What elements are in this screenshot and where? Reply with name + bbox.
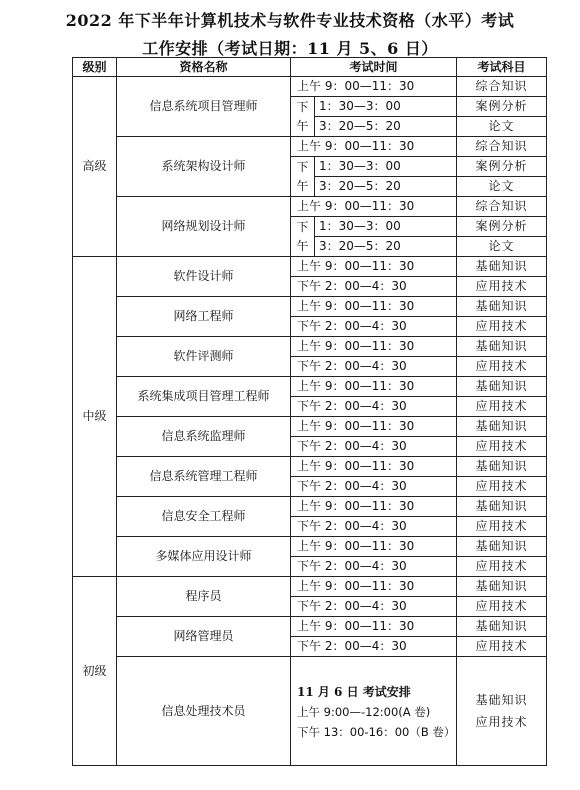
document-title-line1: 2022 年下半年计算机技术与软件专业技术资格（水平）考试 — [65, 11, 515, 30]
time-am: 上午 9：00—11：30 — [291, 377, 457, 397]
table-row — [73, 137, 547, 157]
time-am: 上午 9：00—11：30 — [291, 497, 457, 517]
level-junior: 初级 — [73, 577, 117, 766]
table-header-row — [73, 58, 547, 77]
special-pm: 下午 13：00-16：00（B 卷） — [297, 725, 456, 739]
time-pm: 下午 2：00—4：30 — [291, 437, 457, 457]
time-pm: 1：30—3：00 — [315, 97, 457, 117]
time-pm-label: 下 午 — [291, 157, 315, 197]
time-pm: 3：20—5：20 — [315, 177, 457, 197]
subject: 论文 — [457, 237, 547, 257]
subject: 综合知识 — [457, 77, 547, 97]
subject: 基础知识 — [457, 457, 547, 477]
subject: 应用技术 — [457, 397, 547, 417]
header-time: 考试时间 — [291, 58, 457, 77]
subject: 论文 — [457, 177, 547, 197]
time-am: 上午 9：00—11：30 — [291, 457, 457, 477]
time-pm: 1：30—3：00 — [315, 157, 457, 177]
subject: 基础知识 — [475, 693, 528, 707]
time-pm: 下午 2：00—4：30 — [291, 357, 457, 377]
special-schedule — [291, 657, 457, 766]
subject: 应用技术 — [475, 715, 528, 729]
document-title-line2: 工作安排（考试日期：11 月 5、6 日） — [142, 39, 438, 58]
qual-name: 软件设计师 — [117, 257, 291, 297]
time-pm: 3：20—5：20 — [315, 117, 457, 137]
subject: 基础知识 — [457, 497, 547, 517]
qual-name: 信息系统管理工程师 — [117, 457, 291, 497]
time-am: 上午 9：00—11：30 — [291, 577, 457, 597]
qual-name: 网络工程师 — [117, 297, 291, 337]
table-row — [73, 577, 547, 597]
time-am: 上午 9：00—11：30 — [291, 537, 457, 557]
subject: 应用技术 — [457, 637, 547, 657]
subject: 基础知识 — [457, 377, 547, 397]
subject: 应用技术 — [457, 317, 547, 337]
table-row — [73, 537, 547, 557]
time-am: 上午 9：00—11：30 — [291, 297, 457, 317]
table-row — [73, 297, 547, 317]
table-row — [73, 657, 547, 766]
qual-name: 信息系统监理师 — [117, 417, 291, 457]
time-am: 上午 9：00—11：30 — [291, 257, 457, 277]
time-pm: 下午 2：00—4：30 — [291, 317, 457, 337]
special-title: 11 月 6 日 考试安排 — [297, 685, 411, 699]
time-pm: 3：20—5：20 — [315, 237, 457, 257]
time-am: 上午 9：00—11：30 — [291, 417, 457, 437]
time-pm: 1：30—3：00 — [315, 217, 457, 237]
subject: 基础知识 — [457, 257, 547, 277]
qual-name: 多媒体应用设计师 — [117, 537, 291, 577]
qual-name: 系统架构设计师 — [117, 137, 291, 197]
table-row — [73, 497, 547, 517]
time-pm: 下午 2：00—4：30 — [291, 597, 457, 617]
time-pm-label: 下 午 — [291, 97, 315, 137]
table-row — [73, 417, 547, 437]
special-subjects — [457, 657, 547, 766]
qual-name: 信息系统项目管理师 — [117, 77, 291, 137]
qual-name: 信息处理技术员 — [117, 657, 291, 766]
table-row — [73, 457, 547, 477]
subject: 基础知识 — [457, 417, 547, 437]
subject: 基础知识 — [457, 537, 547, 557]
level-middle: 中级 — [73, 257, 117, 577]
time-pm: 下午 2：00—4：30 — [291, 397, 457, 417]
time-pm-label: 下 午 — [291, 217, 315, 257]
qual-name: 软件评测师 — [117, 337, 291, 377]
qual-name: 网络规划设计师 — [117, 197, 291, 257]
table-row — [73, 257, 547, 277]
qual-name: 信息安全工程师 — [117, 497, 291, 537]
header-level: 级别 — [73, 58, 117, 77]
header-subject: 考试科目 — [457, 58, 547, 77]
time-am: 上午 9：00—11：30 — [291, 77, 457, 97]
subject: 应用技术 — [457, 477, 547, 497]
table-row — [73, 617, 547, 637]
subject: 应用技术 — [457, 517, 547, 537]
time-am: 上午 9：00—11：30 — [291, 617, 457, 637]
time-pm: 下午 2：00—4：30 — [291, 477, 457, 497]
subject: 应用技术 — [457, 597, 547, 617]
special-am: 上午 9:00—-12:00(A 卷) — [297, 705, 431, 719]
time-pm: 下午 2：00—4：30 — [291, 637, 457, 657]
subject: 基础知识 — [457, 577, 547, 597]
subject: 案例分析 — [457, 157, 547, 177]
qual-name: 网络管理员 — [117, 617, 291, 657]
qual-name: 程序员 — [117, 577, 291, 617]
time-am: 上午 9：00—11：30 — [291, 197, 457, 217]
subject: 应用技术 — [457, 437, 547, 457]
table-row — [73, 377, 547, 397]
subject: 基础知识 — [457, 337, 547, 357]
subject: 综合知识 — [457, 137, 547, 157]
time-pm: 下午 2：00—4：30 — [291, 517, 457, 537]
time-am: 上午 9：00—11：30 — [291, 137, 457, 157]
level-senior: 高级 — [73, 77, 117, 257]
subject: 应用技术 — [457, 357, 547, 377]
subject: 案例分析 — [457, 97, 547, 117]
qual-name: 系统集成项目管理工程师 — [117, 377, 291, 417]
subject: 案例分析 — [457, 217, 547, 237]
subject: 应用技术 — [457, 557, 547, 577]
header-name: 资格名称 — [117, 58, 291, 77]
table-row — [73, 337, 547, 357]
subject: 基础知识 — [457, 297, 547, 317]
subject: 应用技术 — [457, 277, 547, 297]
exam-schedule-table — [72, 57, 547, 766]
subject: 论文 — [457, 117, 547, 137]
time-pm: 下午 2：00—4：30 — [291, 277, 457, 297]
time-am: 上午 9：00—11：30 — [291, 337, 457, 357]
subject: 基础知识 — [457, 617, 547, 637]
table-row — [73, 77, 547, 97]
time-pm: 下午 2：00—4：30 — [291, 557, 457, 577]
subject: 综合知识 — [457, 197, 547, 217]
table-row — [73, 197, 547, 217]
